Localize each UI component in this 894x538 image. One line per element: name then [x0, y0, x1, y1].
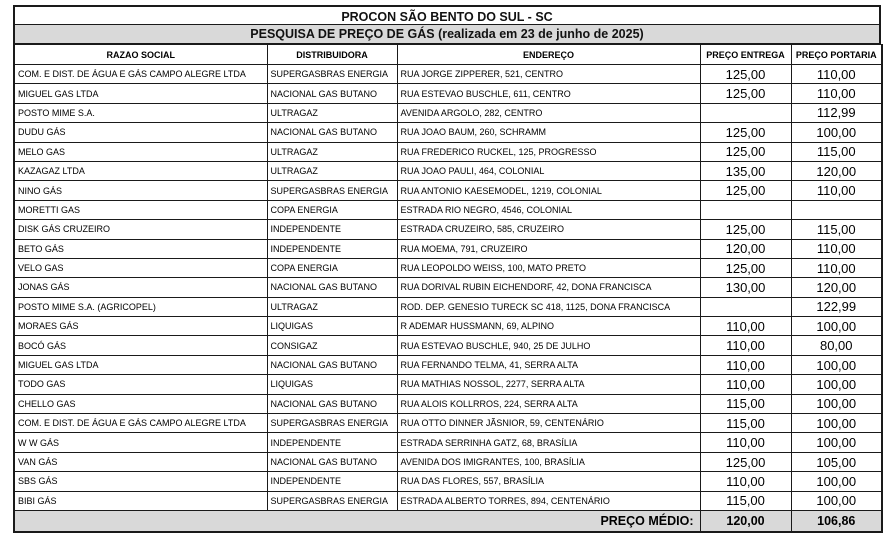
razao-social-cell: SBS GÁS — [14, 472, 267, 491]
distribuidora-cell: ULTRAGAZ — [267, 142, 397, 161]
preco-portaria-cell: 115,00 — [791, 142, 882, 161]
preco-entrega-cell: 110,00 — [700, 375, 791, 394]
razao-social-cell: NINO GÁS — [14, 181, 267, 200]
razao-social-cell: COM. E DIST. DE ÁGUA E GÁS CAMPO ALEGRE LTDA — [14, 414, 267, 433]
preco-portaria-cell: 110,00 — [791, 84, 882, 103]
preco-entrega-cell: 115,00 — [700, 491, 791, 510]
table-row — [14, 258, 882, 277]
col-header-endereco: ENDEREÇO — [397, 45, 700, 65]
endereco-cell: ROD. DEP. GENESIO TURECK SC 418, 1125, DONA FRANCISCA — [397, 297, 700, 316]
table-row — [14, 472, 882, 491]
preco-portaria-cell: 122,99 — [791, 297, 882, 316]
razao-social-cell: TODO GAS — [14, 375, 267, 394]
endereco-cell: RUA FREDERICO RUCKEL, 125, PROGRESSO — [397, 142, 700, 161]
preco-entrega-cell: 110,00 — [700, 355, 791, 374]
preco-entrega-cell: 110,00 — [700, 433, 791, 452]
distribuidora-cell: INDEPENDENTE — [267, 239, 397, 258]
preco-entrega-cell: 110,00 — [700, 317, 791, 336]
preco-portaria-cell: 100,00 — [791, 491, 882, 510]
col-header-distribuidora: DISTRIBUIDORA — [267, 45, 397, 65]
preco-portaria-cell: 100,00 — [791, 394, 882, 413]
preco-portaria-cell: 100,00 — [791, 472, 882, 491]
table-row — [14, 239, 882, 258]
endereco-cell: RUA JOAO PAULI, 464, COLONIAL — [397, 161, 700, 180]
table-row — [14, 181, 882, 200]
endereco-cell: RUA ESTEVAO BUSCHLE, 611, CENTRO — [397, 84, 700, 103]
table-row — [14, 200, 882, 219]
distribuidora-cell: SUPERGASBRAS ENERGIA — [267, 65, 397, 84]
distribuidora-cell: LIQUIGAS — [267, 375, 397, 394]
table-row — [14, 278, 882, 297]
distribuidora-cell: ULTRAGAZ — [267, 297, 397, 316]
razao-social-cell: W W GÁS — [14, 433, 267, 452]
col-header-razao-social: RAZAO SOCIAL — [14, 45, 267, 65]
razao-social-cell: POSTO MIME S.A. — [14, 103, 267, 122]
average-entrega: 120,00 — [700, 510, 791, 532]
endereco-cell: RUA LEOPOLDO WEISS, 100, MATO PRETO — [397, 258, 700, 277]
preco-entrega-cell — [700, 103, 791, 122]
distribuidora-cell: NACIONAL GAS BUTANO — [267, 84, 397, 103]
table-row — [14, 142, 882, 161]
razao-social-cell: MORETTI GAS — [14, 200, 267, 219]
price-table — [13, 44, 883, 533]
preco-entrega-cell: 125,00 — [700, 123, 791, 142]
distribuidora-cell: NACIONAL GAS BUTANO — [267, 123, 397, 142]
razao-social-cell: BETO GÁS — [14, 239, 267, 258]
table-row — [14, 65, 882, 84]
average-label: PREÇO MÉDIO: — [14, 510, 700, 532]
average-portaria: 106,86 — [791, 510, 882, 532]
endereco-cell: AVENIDA ARGOLO, 282, CENTRO — [397, 103, 700, 122]
table-row — [14, 103, 882, 122]
preco-portaria-cell: 100,00 — [791, 433, 882, 452]
endereco-cell: RUA DORIVAL RUBIN EICHENDORF, 42, DONA FRANCISCA — [397, 278, 700, 297]
razao-social-cell: MELO GAS — [14, 142, 267, 161]
preco-entrega-cell: 125,00 — [700, 220, 791, 239]
distribuidora-cell: SUPERGASBRAS ENERGIA — [267, 181, 397, 200]
distribuidora-cell: INDEPENDENTE — [267, 472, 397, 491]
distribuidora-cell: SUPERGASBRAS ENERGIA — [267, 491, 397, 510]
table-row — [14, 355, 882, 374]
endereco-cell: RUA JORGE ZIPPERER, 521, CENTRO — [397, 65, 700, 84]
endereco-cell: RUA OTTO DINNER JÃSNIOR, 59, CENTENÁRIO — [397, 414, 700, 433]
razao-social-cell: CHELLO GAS — [14, 394, 267, 413]
col-header-preco-portaria: PREÇO PORTARIA — [791, 45, 882, 65]
distribuidora-cell: LIQUIGAS — [267, 317, 397, 336]
razao-social-cell: COM. E DIST. DE ÁGUA E GÁS CAMPO ALEGRE LTDA — [14, 65, 267, 84]
table-row — [14, 336, 882, 355]
razao-social-cell: DUDU GÁS — [14, 123, 267, 142]
razao-social-cell: JONAS GÁS — [14, 278, 267, 297]
endereco-cell: RUA ESTEVAO BUSCHLE, 940, 25 DE JULHO — [397, 336, 700, 355]
preco-entrega-cell: 135,00 — [700, 161, 791, 180]
preco-portaria-cell: 110,00 — [791, 65, 882, 84]
preco-portaria-cell: 110,00 — [791, 258, 882, 277]
table-row — [14, 297, 882, 316]
razao-social-cell: KAZAGAZ LTDA — [14, 161, 267, 180]
endereco-cell: RUA MATHIAS NOSSOL, 2277, SERRA ALTA — [397, 375, 700, 394]
preco-portaria-cell: 105,00 — [791, 452, 882, 471]
preco-portaria-cell: 100,00 — [791, 414, 882, 433]
table-row — [14, 394, 882, 413]
table-row — [14, 317, 882, 336]
distribuidora-cell: INDEPENDENTE — [267, 220, 397, 239]
razao-social-cell: POSTO MIME S.A. (AGRICOPEL) — [14, 297, 267, 316]
distribuidora-cell: INDEPENDENTE — [267, 433, 397, 452]
preco-portaria-cell: 112,99 — [791, 103, 882, 122]
distribuidora-cell: NACIONAL GAS BUTANO — [267, 394, 397, 413]
preco-entrega-cell: 125,00 — [700, 181, 791, 200]
preco-portaria-cell: 100,00 — [791, 375, 882, 394]
razao-social-cell: BOCÓ GÁS — [14, 336, 267, 355]
preco-entrega-cell: 125,00 — [700, 65, 791, 84]
endereco-cell: RUA JOAO BAUM, 260, SCHRAMM — [397, 123, 700, 142]
table-row — [14, 414, 882, 433]
preco-entrega-cell: 110,00 — [700, 336, 791, 355]
preco-entrega-cell — [700, 297, 791, 316]
preco-portaria-cell: 115,00 — [791, 220, 882, 239]
table-row — [14, 491, 882, 510]
preco-entrega-cell: 125,00 — [700, 84, 791, 103]
table-row — [14, 452, 882, 471]
table-row — [14, 375, 882, 394]
table-row — [14, 123, 882, 142]
razao-social-cell: MORAES GÁS — [14, 317, 267, 336]
endereco-cell: ESTRADA RIO NEGRO, 4546, COLONIAL — [397, 200, 700, 219]
preco-entrega-cell: 115,00 — [700, 414, 791, 433]
razao-social-cell: VELO GAS — [14, 258, 267, 277]
table-row — [14, 433, 882, 452]
razao-social-cell: MIGUEL GAS LTDA — [14, 84, 267, 103]
preco-portaria-cell: 120,00 — [791, 161, 882, 180]
preco-entrega-cell: 120,00 — [700, 239, 791, 258]
table-row — [14, 84, 882, 103]
endereco-cell: RUA FERNANDO TELMA, 41, SERRA ALTA — [397, 355, 700, 374]
preco-portaria-cell: 80,00 — [791, 336, 882, 355]
preco-entrega-cell: 130,00 — [700, 278, 791, 297]
distribuidora-cell: SUPERGASBRAS ENERGIA — [267, 414, 397, 433]
razao-social-cell: DISK GÁS CRUZEIRO — [14, 220, 267, 239]
distribuidora-cell: ULTRAGAZ — [267, 161, 397, 180]
sheet-subtitle: PESQUISA DE PREÇO DE GÁS (realizada em 23 de junho de 2025) — [13, 25, 881, 44]
endereco-cell: RUA ANTONIO KAESEMODEL, 1219, COLONIAL — [397, 181, 700, 200]
table-row — [14, 161, 882, 180]
razao-social-cell: MIGUEL GAS LTDA — [14, 355, 267, 374]
distribuidora-cell: COPA ENERGIA — [267, 200, 397, 219]
endereco-cell: RUA MOEMA, 791, CRUZEIRO — [397, 239, 700, 258]
endereco-cell: ESTRADA SERRINHA GATZ, 68, BRASÍLIA — [397, 433, 700, 452]
endereco-cell: ESTRADA ALBERTO TORRES, 894, CENTENÁRIO — [397, 491, 700, 510]
endereco-cell: R ADEMAR HUSSMANN, 69, ALPINO — [397, 317, 700, 336]
preco-portaria-cell: 110,00 — [791, 181, 882, 200]
distribuidora-cell: NACIONAL GAS BUTANO — [267, 452, 397, 471]
preco-portaria-cell: 100,00 — [791, 123, 882, 142]
razao-social-cell: VAN GÁS — [14, 452, 267, 471]
endereco-cell: ESTRADA CRUZEIRO, 585, CRUZEIRO — [397, 220, 700, 239]
preco-entrega-cell: 125,00 — [700, 258, 791, 277]
endereco-cell: RUA ALOIS KOLLRROS, 224, SERRA ALTA — [397, 394, 700, 413]
razao-social-cell: BIBI GÁS — [14, 491, 267, 510]
endereco-cell: AVENIDA DOS IMIGRANTES, 100, BRASÍLIA — [397, 452, 700, 471]
preco-portaria-cell — [791, 200, 882, 219]
preco-entrega-cell: 115,00 — [700, 394, 791, 413]
preco-portaria-cell: 100,00 — [791, 355, 882, 374]
preco-entrega-cell — [700, 200, 791, 219]
col-header-preco-entrega: PREÇO ENTREGA — [700, 45, 791, 65]
sheet-title: PROCON SÃO BENTO DO SUL - SC — [13, 5, 881, 25]
preco-portaria-cell: 110,00 — [791, 239, 882, 258]
distribuidora-cell: NACIONAL GAS BUTANO — [267, 355, 397, 374]
table-row — [14, 220, 882, 239]
average-row — [14, 510, 882, 532]
preco-portaria-cell: 120,00 — [791, 278, 882, 297]
distribuidora-cell: ULTRAGAZ — [267, 103, 397, 122]
preco-entrega-cell: 125,00 — [700, 142, 791, 161]
distribuidora-cell: COPA ENERGIA — [267, 258, 397, 277]
endereco-cell: RUA DAS FLORES, 557, BRASÍLIA — [397, 472, 700, 491]
preco-entrega-cell: 125,00 — [700, 452, 791, 471]
header-row — [14, 45, 882, 65]
preco-portaria-cell: 100,00 — [791, 317, 882, 336]
distribuidora-cell: NACIONAL GAS BUTANO — [267, 278, 397, 297]
distribuidora-cell: CONSIGAZ — [267, 336, 397, 355]
preco-entrega-cell: 110,00 — [700, 472, 791, 491]
